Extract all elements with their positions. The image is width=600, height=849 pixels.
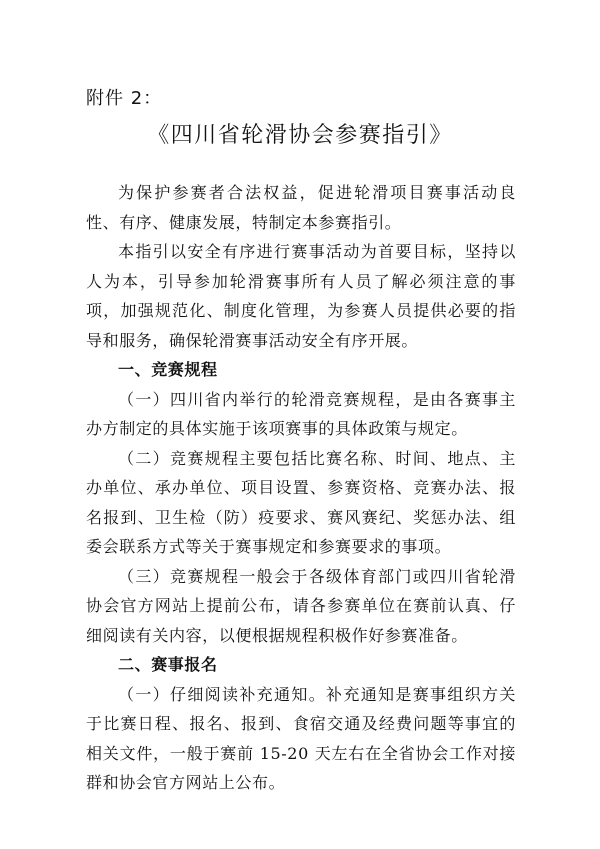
section-1-paragraph-1: （一）四川省内举行的轮滑竞赛规程，是由各赛事主办方制定的具体实施于该项赛事的具体政策与规定。 <box>86 389 516 438</box>
section-2-paragraph-1: （一）仔细阅读补充通知。补充通知是赛事组织方关于比赛日程、报名、报到、食宿交通及经费问题等事宜的相关文件，一般于赛前 15-20 天左右在全省协会工作对接群和协会官方网站上公布。 <box>86 684 516 792</box>
attachment-label: 附件 2： <box>86 88 163 109</box>
section-heading-registration: 二、赛事报名 <box>118 655 218 674</box>
document-title: 《四川省轮滑协会参赛指引》 <box>147 123 453 148</box>
section-1-paragraph-3: （三）竞赛规程一般会于各级体育部门或四川省轮滑协会官方网站上提前公布，请各参赛单位在赛前认真、仔细阅读有关内容，以便根据规程积极作好参赛准备。 <box>86 566 516 645</box>
intro-paragraph-2: 本指引以安全有序进行赛事活动为首要目标，坚持以人为本，引导参加轮滑赛事所有人员了解必须注意的事项，加强规范化、制度化管理，为参赛人员提供必要的指导和服务，确保轮滑赛事活动安全有序开展。 <box>86 242 516 350</box>
section-heading-competition-rules: 一、竞赛规程 <box>118 360 218 379</box>
intro-paragraph-1: 为保护参赛者合法权益，促进轮滑项目赛事活动良性、有序、健康发展，特制定本参赛指引。 <box>86 183 516 232</box>
section-1-paragraph-2: （二）竞赛规程主要包括比赛名称、时间、地点、主办单位、承办单位、项目设置、参赛资格、竞赛办法、报名报到、卫生检（防）疫要求、赛风赛纪、奖惩办法、组委会联系方式等关于赛事规定和参赛要求的事项。 <box>86 448 516 556</box>
document-body <box>86 178 516 798</box>
